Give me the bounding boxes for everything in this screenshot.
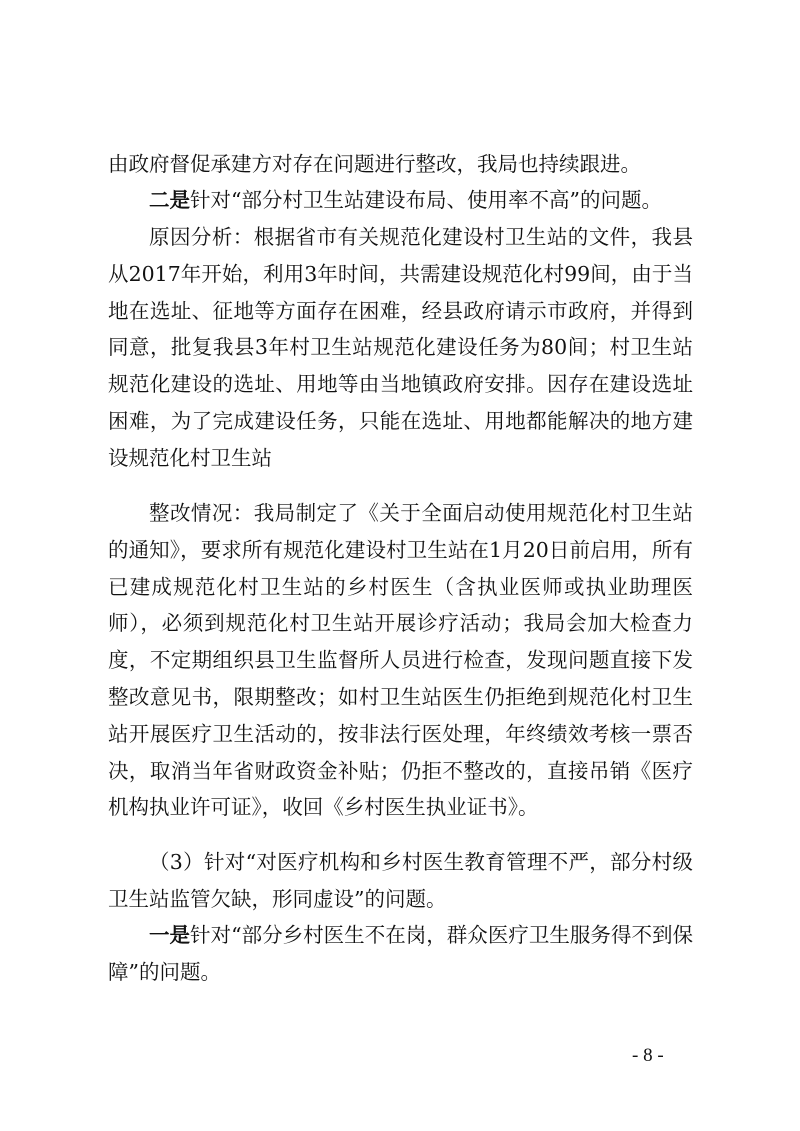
paragraph-cause-analysis [108, 219, 693, 477]
paragraph-lead: 二是 [149, 188, 190, 212]
paragraph-text: 针对“部分乡村医生不在岗，群众医疗卫生服务得不到保障”的问题。 [108, 923, 694, 984]
paragraph-lead: 一是 [149, 923, 191, 947]
page-number: - 8 - [632, 1045, 664, 1066]
paragraph-continuation [108, 146, 693, 183]
paragraph-point-one [108, 917, 693, 991]
paragraph-point-two [108, 182, 693, 219]
paragraph-text: 由政府督促承建方对存在问题进行整改，我局也持续跟进。 [108, 152, 641, 176]
paragraph-text: 原因分析：根据省市有关规范化建设村卫生站的文件，我县从2017年开始，利用3年时间，共需建设规范化村99间，由于当地在选址、征地等方面存在困难，经县政府请示市政府，并得到同意，批复我县3年村卫生站规范化建设任务为80间；村卫生站规范化建设的选址、用地等由当地镇政府安排。因存在建设选址困难，为了完成建设任务，只能在选址、用地都能解决的地方建设规范化村卫生站 [108, 225, 693, 470]
paragraph-text: （3）针对“对医疗机构和乡村医生教育管理不严，部分村级卫生站监管欠缺，形同虚设”的问题。 [108, 850, 693, 911]
paragraph-text: 整改情况：我局制定了《关于全面启动使用规范化村卫生站的通知》，要求所有规范化建设村卫生站在1月20日前启用，所有已建成规范化村卫生站的乡村医生（含执业医师或执业助理医师），必须到规范化村卫生站开展诊疗活动；我局会加大检查力度，不定期组织县卫生监督所人员进行检查，发现问题直接下发整改意见书，限期整改；如村卫生站医生仍拒绝到规范化村卫生站开展医疗卫生活动的，按非法行医处理，年终绩效考核一票否决，取消当年省财政资金补贴；仍拒不整改的，直接吊销《医疗机构执业许可证》，收回《乡村医生执业证书》。 [108, 501, 693, 820]
paragraph-rectification [108, 495, 693, 826]
paragraph-item-3 [108, 844, 693, 918]
paragraph-text: 针对“部分村卫生站建设布局、使用率不高”的问题。 [190, 188, 662, 212]
